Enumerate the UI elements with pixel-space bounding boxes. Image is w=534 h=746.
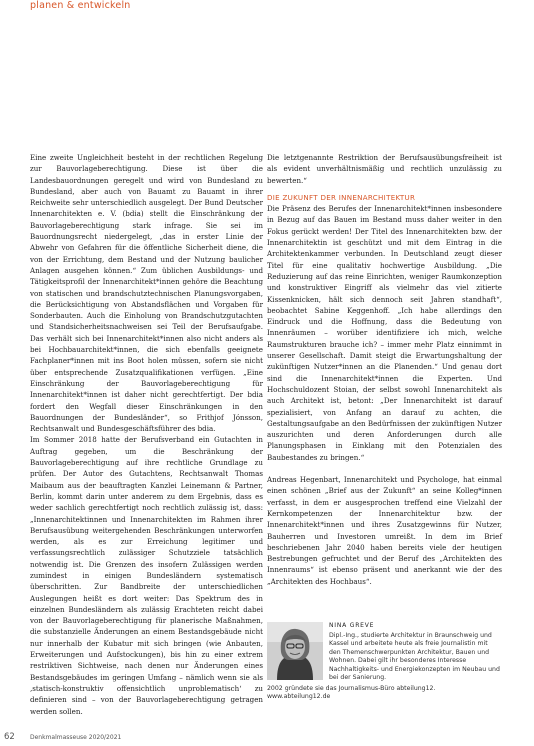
right-column — [267, 152, 502, 587]
page-number: 62 — [4, 732, 15, 742]
author-portrait-image — [267, 622, 323, 680]
author-bio-continued — [267, 685, 502, 702]
paragraph: Eine zweite Ungleichheit besteht in der rechtlichen Regelung zur Bauvorlageberechtigung. Diese ist über die Landesbauordnungen geregelt und wird von Bundesland zu Bundesland, aber auch von Bauamt zu Bauamt in ihrer Reichweite sehr unterschiedlich ausgelegt. Der Bund Deutscher Innenarchitekten e. V. (bdia) stellt die Einschränkung der Bauvorlageberechtigung stark infrage. Sie sei im Bauordnungsrecht niedergelegt, „das in erster Linie der Abwehr von Gefahren für die öffentliche Sicherheit diene, die von der Errichtung, dem Bestand und der Nutzung baulicher Anlagen ausgehen können.“ Zum üblichen Ausbildungs- und Tätigkeitsprofil der Innenarchitekt*innen gehöre die Beachtung von statischen und brandschutztechnischen Planungsvorgaben, die Berücksichtigung von Abstandsflächen und Vorgaben für Sonderbauten. Auch die Einholung von Brandschutzgutachten und Standsicherheitsnachweisen sei Teil der Berufsaufgabe. Das verhält sich bei Innenarchitekt*innen also nicht anders als bei Hochbauarchitekt*innen, die sich ebenfalls geeignete Fachplaner*innen mit ins Boot holen müssen, sofern sie nicht über entsprechende Zusatzqualifikationen verfügen. „Eine Einschränkung der Bauvorlageberechtigung für Innenarchitekt*innen ist daher nicht gerechtfertigt. Der bdia fordert den Wegfall dieser Einschränkungen in den Bauordnungen der Bundesländer“, so Frithjof Jónsson, Rechtsanwalt und Bundesgeschäftsführer des bdia. — [30, 153, 263, 434]
section-heading: DIE ZUKUNFT DER INNENARCHITEKTUR — [267, 192, 416, 202]
author-photo — [267, 622, 323, 680]
footer — [0, 732, 534, 746]
publication-title: Denkmalmasseuse 2020/2021 — [30, 734, 122, 741]
left-column — [30, 152, 263, 717]
paragraph: Im Sommer 2018 hatte der Berufsverband ein Gutachten in Auftrag gegeben, um die Beschränkung der Bauvorlageberechtigung auf ihre rechtliche Grundlage zu prüfen. Der Autor des Gutachtens, Rechtsanwalt Thomas Maibaum aus der beauftragten Kanzlei Leinemann & Partner, Berlin, kommt darin unter anderem zu dem Ergebnis, dass es weder sachlich gerechtfertigt noch rechtlich zulässig ist, dass: „Innenarchitektinnen und Innenarchitekten im Rahmen ihrer Berufsausübung weitergehenden Beschränkungen unterworfen werden, als es zur Erreichung legitimer und verfassungsrechtlich zulässiger Schutzziele tatsächlich notwendig ist. Die Grenzen des insofern Zulässigen werden zumindest in einigen Bundesländern systematisch überschritten. Zur Bandbreite der unterschiedlichen Auslegungen heißt es dort weiter: Das Spektrum des in einzelnen Bundesländern als zulässig Erachteten reicht dabei von der Bauvorlageberechtigung für planerische Maßnahmen, die substanzielle Änderungen an einem Bestandsgebäude nicht nur innerhalb der Kubatur mit sich bringen (wie Anbauten, Erweiterungen und Aufstockungen), bis hin zu einer extrem restriktiven Sichtweise, nach denen nur Änderungen eines Bestandsgebäudes im geringen Umfang – nämlich wenn sie als ‚statisch-konstruktiv offensichtlich unproblematisch‘ zu definieren sind – von der Bauvorlageberechtigung getragen werden sollen. — [30, 435, 263, 716]
author-bio: Dipl.-Ing., studierte Architektur in Braunschweig und Kassel und arbeitete heute als freie Journalistin mit den Themenschwerpunkten Architektur, Bauen und Wohnen. Dabei gilt ihr besonderes Interesse Nachhaltigkeits- und Energiekonzepten im Neubau und bei der Sanierung. — [329, 632, 500, 682]
section-label: planen & entwickeln — [30, 0, 131, 11]
paragraph: Die letztgenannte Restriktion der Berufsausübungsfreiheit ist als evident unverhältnismäßig und rechtlich unzulässig zu bewerten.“ — [267, 153, 502, 185]
paragraph-gap — [267, 463, 502, 474]
paragraph: Andreas Hegenbart, Innenarchitekt und Psychologe, hat einmal einen schönen „Brief aus der Zukunft“ an seine Kolleg*innen verfasst, in dem er ausgesprochen treffend eine Vielzahl der Kernkompetenzen der Innenarchitektur bzw. der Innenarchitekt*innen und ihres Zusatzgewinns für Nutzer, Bauherren und Investoren umreißt. In dem im Brief beschriebenen Jahr 2040 haben bereits viele der heutigen Bestrebungen gefruchtet und der Beruf des „Architekten des Innenraums“ ist ebenso präsent und anerkannt wie der des „Architekten des Hochbaus“. — [267, 475, 502, 586]
author-website-link[interactable]: www.abteilung12.de — [267, 693, 331, 701]
author-box — [267, 622, 502, 712]
author-bio-line: 2002 gründete sie das Journalismus-Büro abteilung12. — [267, 685, 436, 692]
author-name: NINA GREVE — [329, 622, 375, 629]
paragraph: Die Präsenz des Berufes der Innenarchitekt*innen insbesondere in Bezug auf das Bauen im Bestand muss daher weiter in den Fokus gerückt werden! Der Titel des Innenarchitekten bzw. der Innenarchitektin ist geschützt und mit dem Eintrag in die Architektenkammer verbunden. In Deutschland zeugt dieser Titel für eine qualitativ hochwertige Ausbildung. „Die Reduzierung auf das reine Einrichten, weniger Raumkonzeption und konstruktiver Eingriff als vielmehr das viel zitierte Kissenknicken, hält sich dennoch seit Jahren standhaft“, beobachtet Sabine Keggenhoff. „Ich habe allerdings den Eindruck und die Hoffnung, dass die Bedeutung von Innenräumen – worüber identifiziere ich mich, welche Raumstrukturen brauche ich? – immer mehr Platz einnimmt in unserer Gesellschaft. Damit steigt die Erwartungshaltung der zukünftigen Nutzer*innen an die Planenden.“ Und genau dort sind die Innenarchitekt*innen die Experten. Und Hochschuldozent Stoian, der selbst sowohl Innenarchitekt als auch Architekt ist, betont: „Der Innenarchitekt ist darauf spezialisiert, von Anfang an darauf zu achten, die Gestaltungsaufgabe an den Bedürfnissen der zukünftigen Nutzer auszurichten und deren Anforderungen durch alle Planungsphasen in Einklang mit den Potenzialen des Baubestandes zu bringen.“ — [267, 204, 502, 462]
